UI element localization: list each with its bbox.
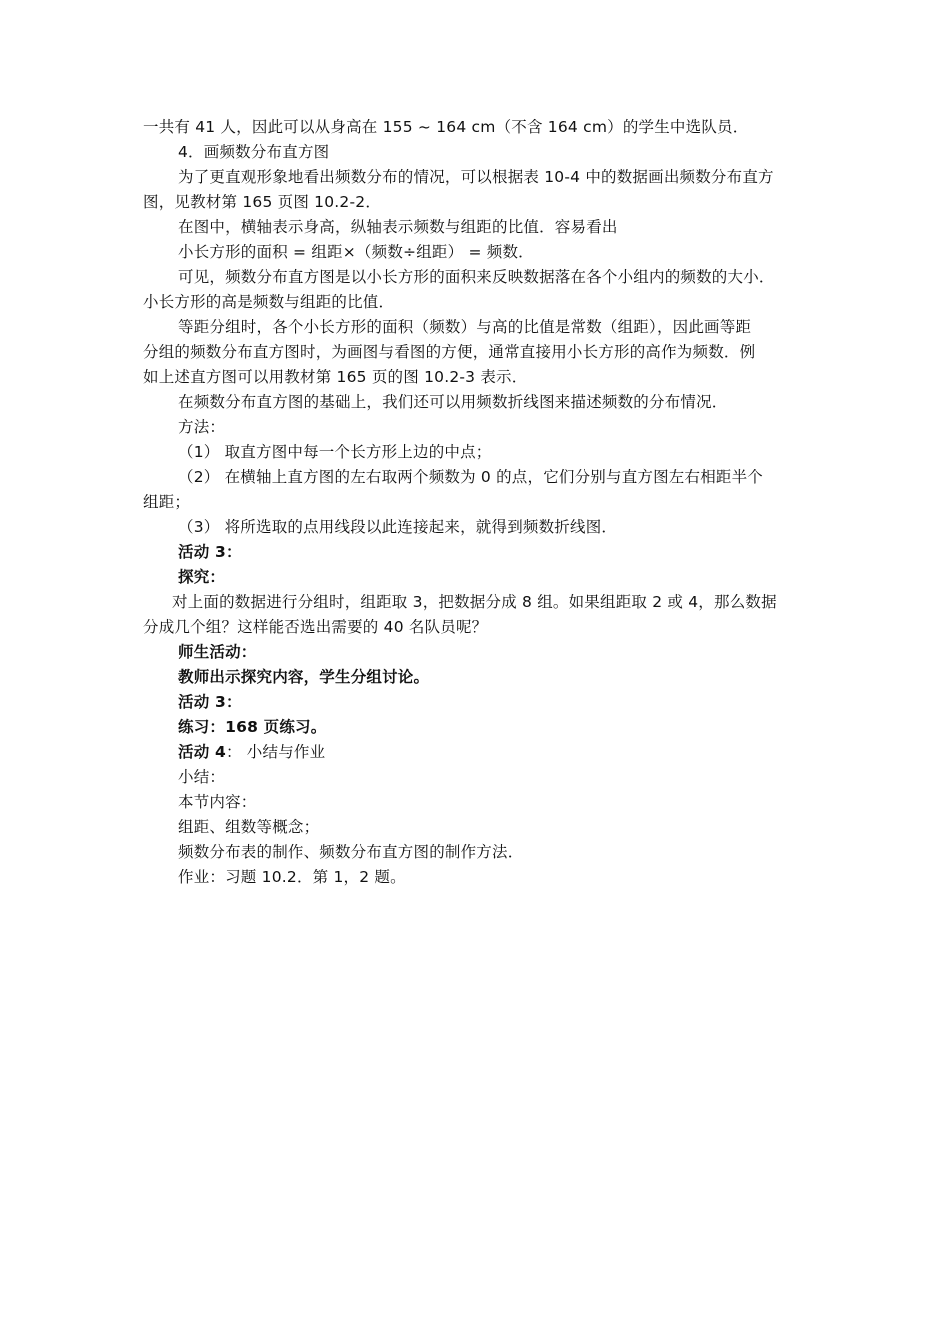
text-line: 等距分组时，各个小长方形的面积（频数）与高的比值是常数（组距），因此画等距 (178, 318, 752, 336)
text-line: 对上面的数据进行分组时，组距取 3，把数据分成 8 组。如果组距取 2 或 4，那么数据 (172, 593, 777, 611)
text-line: 方法： (178, 418, 226, 436)
method-step: （3） 将所选取的点用线段以此连接起来，就得到频数折线图． (178, 518, 618, 536)
text-line: 频数分布表的制作、频数分布直方图的制作方法． (178, 843, 524, 861)
method-step: （2） 在横轴上直方图的左右取两个频数为 0 的点，它们分别与直方图左右相距半个 (178, 468, 764, 486)
text-line: 在图中，横轴表示身高，纵轴表示频数与组距的比值．容易看出 (178, 218, 618, 236)
text-line: 分组的频数分布直方图时，为画图与看图的方便，通常直接用小长方形的高作为频数．例 (143, 343, 756, 361)
activity-heading: 活动 3： (178, 543, 242, 561)
text-line: 如上述直方图可以用教材第 165 页的图 10.2-3 表示． (143, 368, 528, 386)
text-line: 可见，频数分布直方图是以小长方形的面积来反映数据落在各个小组内的频数的大小． (178, 268, 775, 286)
activity-heading (178, 742, 325, 762)
homework-line: 作业：习题 10.2．第 1，2 题。 (178, 868, 406, 886)
method-step: （1） 取直方图中每一个长方形上边的中点； (178, 443, 492, 461)
text-line: 组距、组数等概念； (178, 818, 320, 836)
activity-heading: 师生活动： (178, 643, 257, 661)
text-line: 图，见教材第 165 页图 10.2-2． (143, 193, 382, 211)
activity-label: 活动 4 (178, 743, 226, 761)
text-line: 小长方形的高是频数与组距的比值． (143, 293, 395, 311)
section-heading: 4．画频数分布直方图 (178, 143, 330, 161)
text-line: 在频数分布直方图的基础上，我们还可以用频数折线图来描述频数的分布情况． (178, 393, 728, 411)
text-line: 教师出示探究内容，学生分组讨论。 (178, 668, 430, 686)
text-line: 一共有 41 人，因此可以从身高在 155 ~ 164 cm（不含 164 cm）的学生中选队员． (143, 118, 749, 136)
text-line: 本节内容： (178, 793, 257, 811)
text-line: 组距； (143, 493, 191, 511)
activity-title: ： 小结与作业 (225, 743, 326, 761)
activity-heading: 活动 3： (178, 693, 242, 711)
exercise-line: 练习：168 页练习。 (178, 718, 327, 736)
formula-line: 小长方形的面积 = 组距×（频数÷组距） = 频数． (178, 243, 534, 261)
text-line: 小结： (178, 768, 226, 786)
text-line: 分成几个组？这样能否选出需要的 40 名队员呢？ (143, 618, 488, 636)
explore-heading: 探究： (178, 568, 226, 586)
text-line: 为了更直观形象地看出频数分布的情况，可以根据表 10-4 中的数据画出频数分布直方 (178, 168, 774, 186)
